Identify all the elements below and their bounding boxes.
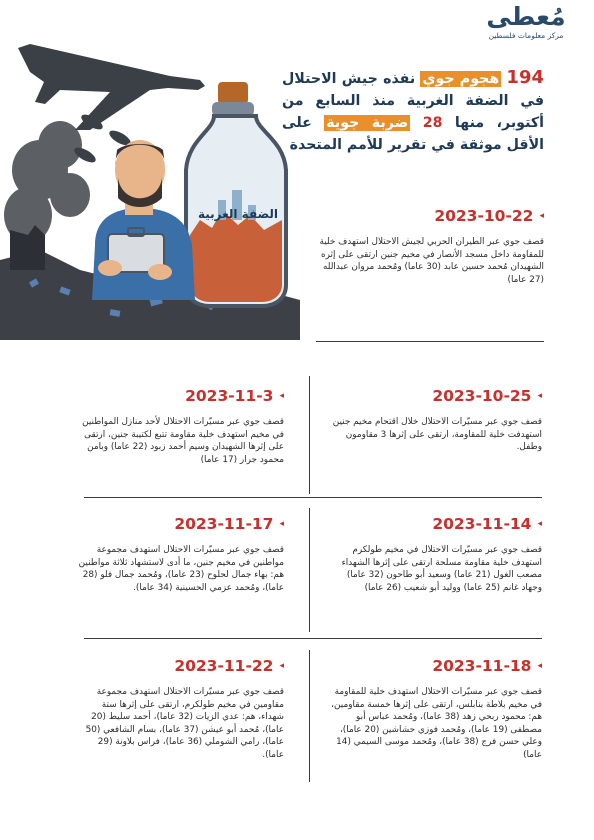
- entry-date: [326, 386, 542, 406]
- logo-tagline: مركز معلومات فلسطين: [488, 31, 564, 40]
- entry-date: [314, 206, 544, 226]
- date-marker-icon: ◂: [537, 519, 542, 529]
- entry-2023-11-3: [80, 386, 284, 466]
- jar-icon: [186, 82, 286, 306]
- date-marker-icon: ◂: [279, 519, 284, 529]
- headline-number2: 28: [422, 115, 443, 131]
- headline-highlight-air-strike: ضربة جوية: [326, 115, 409, 131]
- entry-description: قصف جوي عبر مسيّرات الاحتلال في مخيم طولكرم استهدف خلية مقاومة مسلحة ارتقى على إثرها الشهداء مصعب الغول (21 عاما) وسعيد أبو طاحون (32 عاما) وجهاد غانم (25 عاما) ووليد أبو شعيب (26 عاما): [341, 545, 542, 593]
- entry-date: [80, 386, 284, 406]
- logo: [470, 4, 582, 44]
- entry-description: قصف جوي عبر مسيّرات الاحتلال استهدف خلية للمقاومة في مخيم بلاطة بنابلس، ارتقى على إثرها خمسة مقاومين، هم: محمود ربحي زهد (38 عاما)، ومُحمد عباس أبو مصطفى (19 عاما)، ومُحمد فوزي حشاشين (20 عاما)، وعلي حسن فرج (38 عاما)، ومُحمد موسى السيمي (14 عاما): [331, 687, 542, 760]
- man-figure: [92, 140, 195, 300]
- entry-2023-10-25: [326, 386, 542, 454]
- entry-date: [78, 514, 284, 534]
- divider: [316, 341, 544, 342]
- divider: [309, 508, 310, 632]
- jar-label: الضفة الغربية: [197, 207, 279, 221]
- entry-2023-11-17: [78, 514, 284, 594]
- entry-2023-11-14: [324, 514, 542, 594]
- entry-date: [324, 514, 542, 534]
- entry-description: قصف جوي عبر الطيران الحربي لجيش الاحتلال استهدف خلية للمقاومة داخل مسجد الأنصار في مخيم جنين ارتقى على إثره الشهيدان مُحمد حسين عابد (30 عاما) ومُحمد مروان عبدالله (27 عاما): [319, 237, 544, 285]
- entry-description: قصف جوي عبر مسيّرات الاحتلال استهدف مجموعة مواطنين في مخيم جنين، ما أدى لاستشهاد ثلاثة مواطنين هم: بهاء جمال لحلوح (23 عاما)، ومُحمد جمال فلو (28 عاما)، ومُحمد عزمي الحسينية (34 عاما).: [78, 545, 284, 593]
- date-marker-icon: ◂: [279, 391, 284, 401]
- divider: [309, 650, 310, 782]
- date-marker-icon: ◂: [537, 661, 542, 671]
- logo-word: مُعطى: [486, 2, 566, 31]
- divider: [84, 497, 542, 498]
- illustration: [0, 30, 300, 340]
- divider: [84, 638, 542, 639]
- entry-date-text: 2023-10-22: [434, 207, 534, 225]
- entry-date-text: 2023-11-18: [432, 657, 532, 675]
- date-marker-icon: ◂: [537, 391, 542, 401]
- headline-number: 194: [506, 67, 544, 88]
- headline-highlight-air-attack: هجوم جوي: [422, 71, 500, 87]
- entry-2023-11-18: [324, 656, 542, 762]
- date-marker-icon: ◂: [539, 211, 544, 221]
- entry-2023-11-22: [78, 656, 284, 762]
- entry-date-text: 2023-11-22: [174, 657, 274, 675]
- entry-2023-10-22: [314, 206, 544, 286]
- entry-description: قصف جوي عبر مسيّرات الاحتلال لأحد منازل المواطنين في مخيم استهدف خلية مقاومة تتبع لكتيبة جنين، ارتقى على إثرها الشهيدان وسيم أحمد زبود (22 عاما) وبامن محمود جرار (17 عاما): [82, 417, 284, 465]
- entry-description: قصف جوي عبر مسيّرات الاحتلال استهدف مجموعة مقاومين في مخيم طولكرم، ارتقى على إثرها ستة شهداء، هم: عدي الزيات (32 عاما)، أحمد سليط (20 عاما)، مُحمد أبو عيشن (37 عاما)، بسام الشافعي (50 عاما)، رامي الشوملي (36 عاما)، فراس بلاونة (29 عاما).: [85, 687, 284, 760]
- entry-date: [324, 656, 542, 676]
- entry-date-text: 2023-11-3: [185, 387, 274, 405]
- date-marker-icon: ◂: [279, 661, 284, 671]
- entry-date: [78, 656, 284, 676]
- divider: [309, 376, 310, 494]
- entry-description: قصف جوي عبر مسيّرات الاحتلال خلال اقتحام مخيم جنين استهدفت خلية للمقاومة، ارتقى على إثرها 3 مقاومون وطفل.: [332, 417, 542, 453]
- headline-text-part1: نفذه جيش الاحتلال في الضفة الغربية منذ السابع من أكتوبر، منها: [282, 71, 544, 131]
- headline-text-part2: على الأقل موثقة في تقرير للأمم المتحدة: [282, 115, 544, 153]
- headline: [282, 67, 544, 156]
- airplane-icon: [18, 44, 205, 130]
- entry-date-text: 2023-10-25: [432, 387, 532, 405]
- entry-date-text: 2023-11-14: [432, 515, 532, 533]
- entry-date-text: 2023-11-17: [174, 515, 274, 533]
